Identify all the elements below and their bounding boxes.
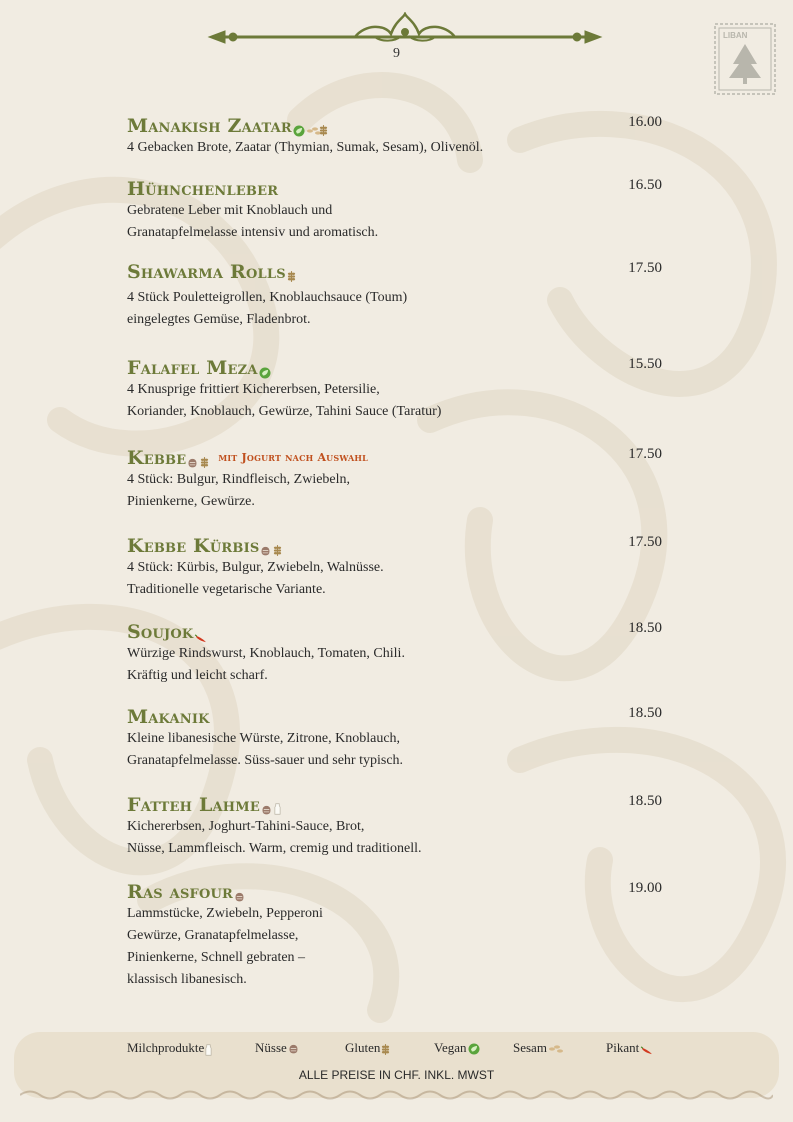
menu-item-title — [127, 620, 667, 643]
svg-text:LIBAN: LIBAN — [723, 31, 748, 40]
legend-item — [434, 1040, 479, 1056]
legend-label: Vegan — [434, 1040, 467, 1055]
dish-description: 4 Knusprige frittiert Kichererbsen, Petersilie, Koriander, Knoblauch, Gewürze, Tahini Sauce (Taratur) — [127, 382, 442, 419]
legend-label: Nüsse — [255, 1040, 287, 1055]
dish-name: Kebbe — [127, 447, 187, 469]
dish-description: 4 Stück: Kürbis, Bulgur, Zwiebeln, Walnüsse. Traditionelle vegetarische Variante. — [127, 560, 384, 597]
legend-label: Milchprodukte — [127, 1040, 205, 1055]
dish-name: Makanik — [127, 706, 210, 728]
menu-item — [127, 880, 667, 991]
dish-price: 17.50 — [628, 534, 662, 550]
price-note: ALLE PREISE IN CHF. INKL. MWST — [298, 1068, 495, 1082]
dish-name: Kebbe Kürbis — [127, 535, 260, 557]
chili-icon — [194, 626, 206, 639]
nuts-icon — [261, 799, 273, 812]
dish-price: 18.50 — [628, 705, 662, 721]
gluten-icon — [273, 540, 285, 553]
menu-item-title — [127, 534, 667, 557]
bottom-decorative-border — [20, 1088, 773, 1102]
legend-label: Pikant — [606, 1040, 640, 1055]
legend-item — [255, 1040, 299, 1056]
dish-description: Lammstücke, Zwiebeln, Pepperoni Gewürze, Granatapfelmelasse, Pinienkerne, Schnell gebraten – klassisch libanesisch. — [127, 906, 323, 987]
menu-item-title — [127, 705, 667, 728]
dish-description: Würzige Rindswurst, Knoblauch, Tomaten, Chili. Kräftig und leicht scharf. — [127, 646, 405, 683]
gluten-icon — [287, 266, 299, 279]
nuts-icon — [234, 886, 246, 899]
menu-item — [127, 793, 667, 860]
dish-name: Soujok — [127, 621, 194, 643]
menu-item — [127, 114, 667, 159]
lebanon-stamp-logo — [713, 22, 777, 96]
legend-item — [127, 1040, 216, 1056]
menu-item-title — [127, 114, 667, 137]
dairy-icon — [274, 799, 286, 812]
dairy-icon — [205, 1043, 216, 1055]
sesame-icon — [548, 1043, 559, 1055]
menu-item-title — [127, 260, 667, 283]
dish-price: 15.50 — [628, 356, 662, 372]
dish-name: Falafel Meza — [127, 357, 258, 379]
dish-description: 4 Stück: Bulgur, Rindfleisch, Zwiebeln, Pinienkerne, Gewürze. — [127, 472, 351, 509]
legend-item — [606, 1040, 651, 1056]
menu-item — [127, 620, 667, 687]
dish-name: Ras asfour — [127, 881, 234, 903]
dish-name: Manakish Zaatar — [127, 115, 292, 137]
sesame-icon — [306, 120, 318, 133]
menu-item — [127, 446, 667, 513]
dish-price: 17.50 — [628, 446, 662, 462]
nuts-icon — [187, 452, 199, 465]
vegan-icon — [259, 362, 271, 375]
nuts-icon — [260, 540, 272, 553]
chili-icon — [640, 1043, 651, 1055]
menu-item-title — [127, 446, 667, 469]
dish-name: Shawarma Rolls — [127, 261, 286, 283]
vegan-icon — [293, 120, 305, 133]
menu-item-title — [127, 793, 667, 816]
gluten-icon — [200, 452, 212, 465]
gluten-icon — [381, 1043, 392, 1055]
dish-price: 16.50 — [628, 177, 662, 193]
dish-price: 19.00 — [628, 880, 662, 896]
dish-description: Gebratene Leber mit Knoblauch und Granatapfelmelasse intensiv und aromatisch. — [127, 203, 379, 240]
nuts-icon — [288, 1043, 299, 1055]
vegan-icon — [468, 1043, 479, 1055]
dish-price: 16.00 — [628, 114, 662, 130]
legend-label: Sesam — [513, 1040, 547, 1055]
dish-name: Hühnchenleber — [127, 178, 279, 200]
menu-item — [127, 260, 667, 331]
dish-description: 4 Gebacken Brote, Zaatar (Thymian, Sumak, Sesam), Olivenöl. — [127, 140, 484, 155]
menu-item-title — [127, 880, 667, 903]
dish-description: 4 Stück Pouletteigrollen, Knoblauchsauce (Toum) eingelegtes Gemüse, Fladenbrot. — [127, 290, 408, 327]
dish-name: Fatteh Lahme — [127, 794, 260, 816]
gluten-icon — [319, 120, 331, 133]
menu-item — [127, 705, 667, 772]
dish-price: 18.50 — [628, 620, 662, 636]
menu-item — [127, 356, 667, 423]
menu-item-title — [127, 177, 667, 200]
dish-description: Kichererbsen, Joghurt-Tahini-Sauce, Brot, Nüsse, Lammfleisch. Warm, cremig und traditionell. — [127, 819, 422, 856]
page-number: 9 — [393, 46, 400, 61]
legend-item — [345, 1040, 392, 1056]
menu-item — [127, 177, 667, 244]
dish-price: 17.50 — [628, 260, 662, 276]
menu-item-title — [127, 356, 667, 379]
legend-label: Gluten — [345, 1040, 381, 1055]
menu-item — [127, 534, 667, 601]
legend-item — [513, 1040, 559, 1056]
dish-note: mit Jogurt nach Auswahl — [218, 451, 368, 464]
dish-description: Kleine libanesische Würste, Zitrone, Knoblauch, Granatapfelmelasse. Süss-sauer und sehr typisch. — [127, 731, 404, 768]
allergen-legend — [0, 1040, 793, 1058]
dish-price: 18.50 — [628, 793, 662, 809]
